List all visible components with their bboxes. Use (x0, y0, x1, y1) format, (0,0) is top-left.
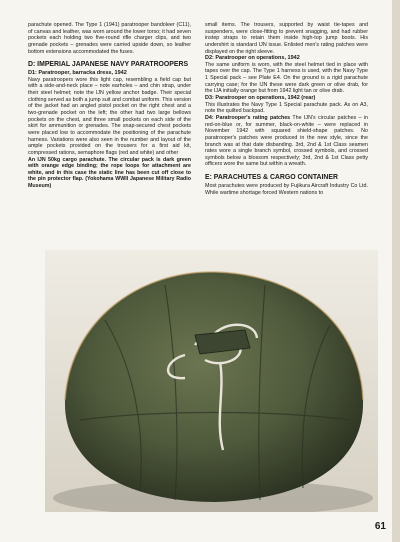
d3-text: This illustrates the Navy Type 1 Special parachute pack. As on A3, note the quilted backpad. (205, 101, 368, 115)
parachute-pack-illustration (45, 250, 378, 512)
section-heading-e: E: PARACHUTES & CARGO CONTAINER (205, 174, 338, 182)
section-heading-d: D: IMPERIAL JAPANESE NAVY PARATROOPERS (28, 61, 189, 69)
d4-text: The IJN's circular patches – in red-on-blue or, for summer, black-on-white – were replaced in November 1942 with squared shield-shape patches. No paratrooper's patches were produced in the new style, since the branch was at that date disbanding. 3rd, 2nd & 1st Class seamen rates wore a single branch symbol, crossed symbols, and crossed symbols below a blossom respectively; 3rd, 2nd & 1st Class petty officers wore the same but within a wreath. (205, 114, 369, 168)
page-number: 61 (374, 521, 386, 532)
d2-title: D2: Paratrooper on operations, 1942 (205, 55, 300, 62)
d1-title: D1: Paratrooper, barracka dress, 1942 (28, 70, 127, 77)
d4-title: D4: Paratrooper's rating patches (205, 114, 291, 121)
d4-paragraph (205, 115, 368, 168)
d3-title: D3: Paratrooper on operations, 1942 (rear) (205, 95, 316, 102)
right-column (205, 22, 368, 196)
cargo-parachute-photo (45, 250, 378, 512)
photo-caption: An IJN 50kg cargo parachute. The circular pack is dark green with orange edge binding; the rope loops for attachment are white, and in this case the static line has been cut off close to the pin protector flap. (Yokohama WWII Japanese Military Radio Museum) (28, 156, 191, 190)
page-edge-strip (392, 0, 400, 542)
d2-text: The same uniform is worn, with the steel helmet tied in place with tapes over the cap. The Type 1 harness is used, with the Navy Type 1 Special pack – see Plate E4. On the ground is a rigid parachute carrying case; for the IJN these were dark green or olive drab, for the IJA initially orange but from 1942 light tan or olive drab. (205, 61, 368, 95)
left-intro-text: parachute opened. The Type 1 (1941) paratrooper bandoleer (C11), of canvas and leather, was worn around the lower torso; it had seven pockets each holding two five-round rifle charger clips, and two grenade pockets – grenades were carried upside down, so leather bottom extensions accommodated the fuses. (28, 22, 191, 55)
left-column (28, 22, 191, 190)
e-text: Most parachutes were produced by Fujikura Aircraft Industry Co Ltd. While wartime shortage forced Western nations to (205, 183, 368, 196)
right-intro-text: small items. The trousers, supported by waist tie-tapes and suspenders, were close-fitting to prevent snagging, and had rubber instep straps to retain them inside high-top jump boots. His undershirt is standard IJN issue. Enlisted men's rating patches were displayed on the right sleeve. (205, 22, 368, 55)
d1-text: Navy paratroopers wore this light cap, resembling a field cap but with a side-and-neck place – note earholes – and chin strap, under their steel helmet; note the IJN yellow anchor badge. Their special clothing served as both a jump suit and combat uniform. This version of the jacket had an angled pistol pocket on the right chest and a two-grenade pocket on the left; the other had two large bellows pockets on the chest, and three small pockets on each side of the skirt for ammunition or grenades. The snap-secured chest pockets were placed low to accommodate the positioning of the parachute harness. Variations were also seen in the number and layout of the ample pockets provided on the trousers for a first aid kit, compressed rations, semaphore flags (red and white) and other (28, 76, 191, 156)
